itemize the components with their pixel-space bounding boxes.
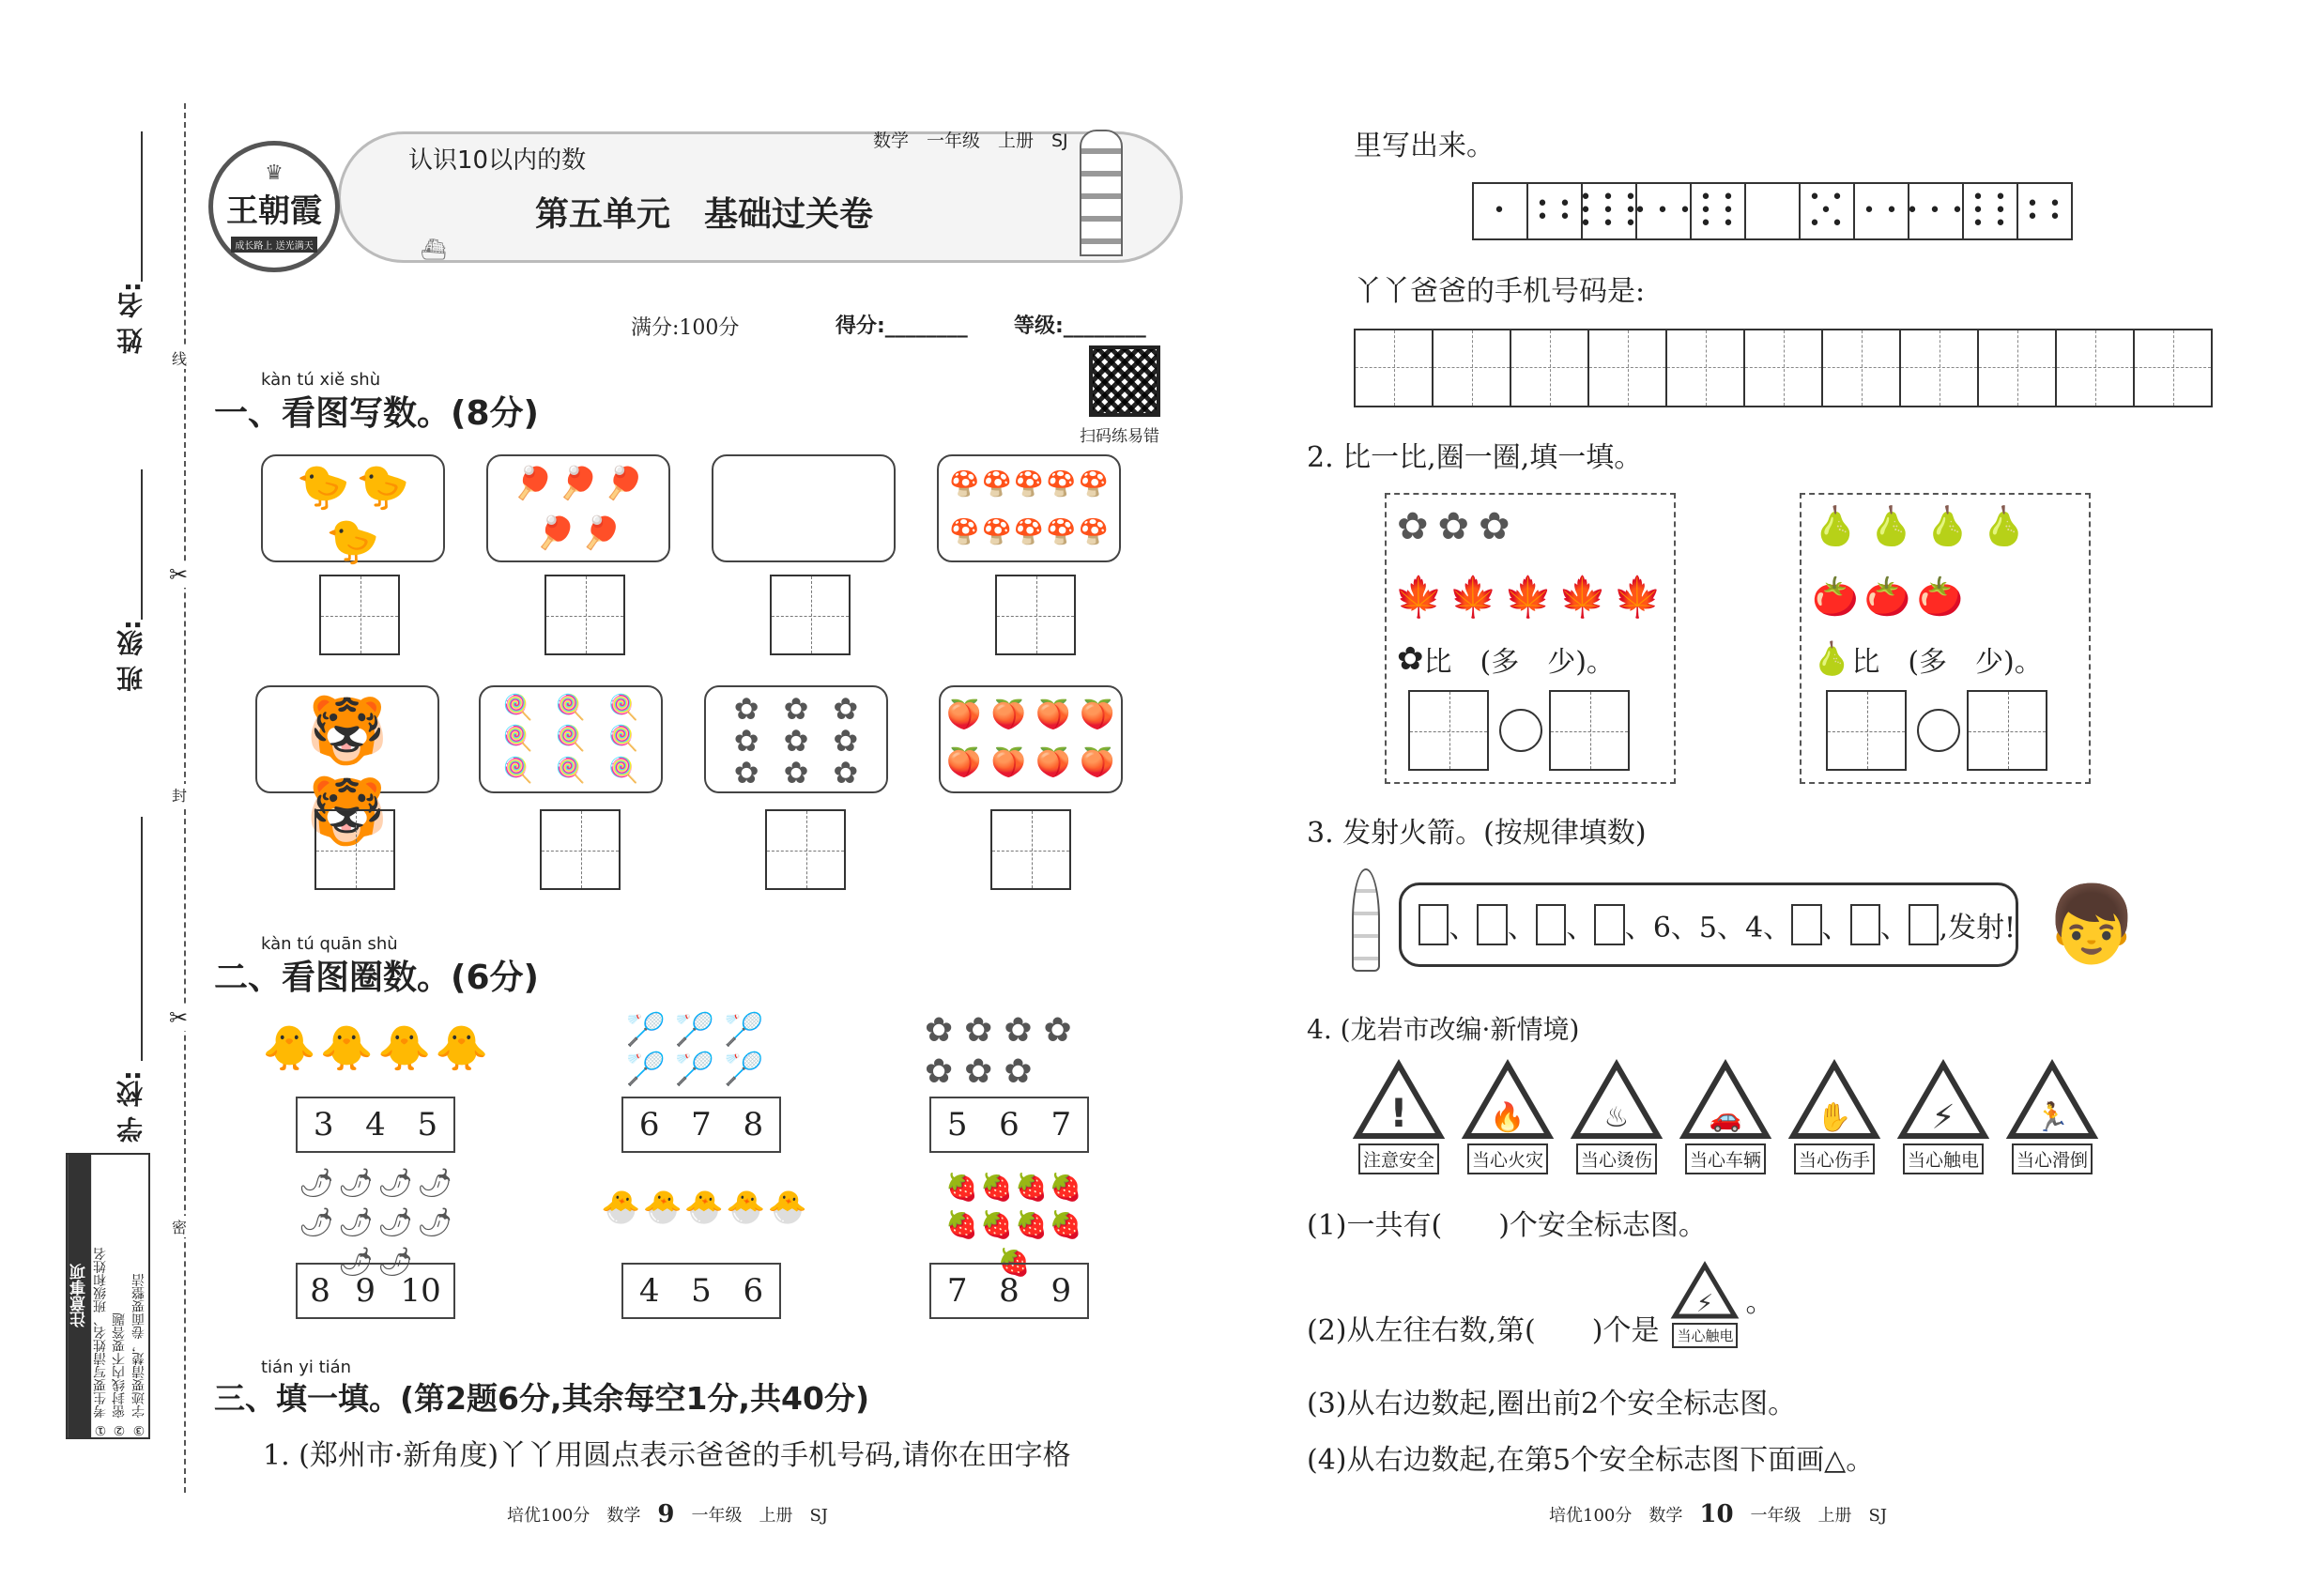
badminton-icon: 🏸 [674,1011,715,1049]
leaf-icon: 🍁 [1503,574,1553,620]
lollipop-icon: 🍭 [555,757,587,786]
notice-title: 注意事项 [68,1155,91,1437]
chicken-icon: 🐣 [601,1189,641,1226]
compare-sentence-right [1812,638,2043,680]
peach-icon: 🍑 [990,746,1026,780]
leaf-icon: 🍁 [1613,574,1663,620]
phone-digit-cell[interactable] [2135,330,2213,406]
sign-glyph: ✋ [1817,1101,1852,1134]
electric-shock-warning-icon [1672,1263,1738,1319]
q1-line1: 1. (郑州市·新角度)丫丫用圆点表示爸爸的手机号码,请你在田字格 [263,1439,1071,1472]
mushroom-icon: 🍄 [1078,517,1109,546]
sign-label: 当心伤手 [1794,1143,1875,1174]
lollipop-icon: 🍭 [555,693,587,722]
section3-pinyin: tián yi tián [261,1358,352,1377]
pepper-icon: 🌶 [417,1206,453,1239]
mushroom-icon: 🍄 [949,517,980,546]
phone-digit-cell[interactable] [1901,330,1979,406]
sign-glyph: ♨ [1603,1101,1630,1134]
separator: 、 [1624,912,1653,944]
phone-digit-cell[interactable] [1356,330,1434,406]
answer-grid[interactable] [995,575,1076,655]
sign-label: 当心火灾 [1467,1143,1548,1174]
separator: 、 [1821,912,1850,944]
compare-sentence-left [1397,638,1615,680]
chick-icon: 🐥 [319,1022,374,1073]
pear-icon: 🍐 [1980,505,2028,548]
choice-option[interactable]: 6 [743,1272,764,1310]
strawberry-icon: 🍓 [1015,1172,1048,1203]
chicken-group [601,1183,807,1232]
section2-pinyin: kàn tú quān shù [261,934,398,954]
phone-grid [1354,329,2213,407]
q3-heading: 3. 发射火箭。(按规律填数) [1307,817,1647,850]
safety-sign [1896,1061,1990,1174]
section3-heading: 三、填一填。(第2题6分,其余每空1分,共40分) [214,1380,870,1417]
choice-option[interactable]: 5 [417,1106,438,1143]
strawberry-icon: 🍓 [945,1209,979,1240]
lollipop-icon: 🍭 [502,693,533,722]
choice-option[interactable]: 5 [691,1272,712,1310]
chicken-icon: 🐣 [726,1189,766,1226]
name-line[interactable] [141,131,143,282]
flower-icon: ✿ [733,755,759,790]
countdown-blank[interactable] [1536,904,1566,945]
paddle-icon: 🏓 [535,514,575,552]
flower-icon: ✿ [1397,505,1429,548]
choice-option[interactable]: 9 [1050,1272,1072,1310]
choice-option[interactable]: 7 [1050,1106,1072,1143]
brand-logo [208,141,340,272]
dot-cell: • • • • • • [1964,184,2018,238]
choice-box[interactable] [296,1263,455,1319]
mushroom-icon: 🍄 [1046,470,1077,499]
lighthouse-icon [1080,130,1123,256]
chick-icon: 🐥 [377,1022,432,1073]
pear-icon: 🍐 [1924,505,1971,548]
strawberry-icon: 🍓 [980,1209,1013,1240]
strawberry-icon: 🍓 [1049,1172,1082,1203]
pepper-icon: 🌶 [377,1206,414,1239]
mushroom-icon: 🍄 [1013,517,1045,546]
badminton-group [624,1010,765,1089]
phone-digit-cell[interactable] [2057,330,2135,406]
compare-text: 比 (多 少)。 [1851,646,2043,679]
duck-picture [261,454,445,566]
flower-group [925,1010,1103,1093]
badminton-icon: 🏸 [625,1011,666,1049]
pear-row [1812,502,2027,551]
scissors-icon: ✂ [169,1005,189,1031]
countdown-blank[interactable] [1909,904,1939,945]
q4-heading: 4. (龙岩市改编·新情境) [1307,1014,1580,1045]
notice-item: ② 密封线内不要答题 [112,1312,128,1437]
leaf-icon: 🍁 [1557,574,1608,620]
choice-option[interactable]: 9 [355,1272,376,1310]
sign-glyph: ! [1389,1090,1408,1136]
sign-label: 当心触电 [1903,1143,1984,1174]
strawberry-icon: 🍓 [997,1247,1031,1278]
choice-option[interactable]: 10 [400,1272,441,1310]
flower-icon: ✿ [1479,505,1510,548]
q4-part1[interactable]: (1)一共有( )个安全标志图。 [1307,1209,1707,1242]
mushroom-icon: 🍄 [1046,517,1077,546]
flower-icon: ✿ [964,1052,993,1091]
q4-part2-end: 。 [1745,1286,1774,1319]
answer-grid[interactable] [770,575,851,655]
mushroom-icon: 🍄 [1078,470,1109,499]
qr-caption: 扫码练易错 [1080,427,1159,446]
scissors-icon: ✂ [169,561,189,588]
flower-icon: ✿ [733,723,759,759]
flower-icon: ✿ [964,1011,993,1050]
lollipop-icon: 🍭 [502,757,533,786]
school-line[interactable] [141,817,143,1061]
dice-strip [1472,182,2073,240]
dot-cell: • • • • • • [1692,184,1746,238]
answer-grid[interactable] [314,809,395,890]
phone-label: 丫丫爸爸的手机号码是: [1354,275,1646,308]
leaf-icon: 🍁 [1394,574,1444,620]
flower-icon: ✿ [925,1011,954,1050]
sign-glyph: ⚡ [1931,1098,1955,1137]
boy-icon: 👦 [2045,881,2139,968]
phone-digit-cell[interactable] [1511,330,1589,406]
given-numbers: 6、5、4、 [1652,912,1792,944]
class-line[interactable] [141,469,143,620]
answer-grid[interactable] [765,809,846,890]
fire-warning-icon [1463,1061,1553,1140]
safety-sign [1461,1061,1555,1174]
choice-option[interactable]: 5 [946,1106,968,1143]
duck-icon: 🐤 [356,461,410,512]
countdown-blank[interactable] [1477,904,1507,945]
answer-grid[interactable] [1826,690,1907,771]
duck-icon: 🐤 [296,461,350,512]
tomato-icon: 🍅 [1812,575,1859,619]
footer-right-pre: 培优100分 数学 [1549,1506,1683,1526]
mushroom-picture [937,454,1121,562]
phone-digit-cell[interactable] [1589,330,1667,406]
answer-grid[interactable] [990,809,1071,890]
dot-cell [1746,184,1801,238]
inline-safety-sign [1664,1263,1745,1348]
lollipop-icon: 🍭 [608,757,639,786]
leaf-row [1394,573,1662,622]
name-label: 姓 名: [115,282,146,354]
badminton-icon: 🏸 [724,1011,764,1049]
duck-icon: 🐤 [326,515,380,566]
strawberry-icon: 🍓 [945,1172,979,1203]
answer-grid[interactable] [1408,690,1489,771]
badminton-icon: 🏸 [674,1051,715,1088]
flower-icon: ✿ [833,755,859,790]
phone-digit-cell[interactable] [1667,330,1745,406]
countdown-bubble [1399,882,2018,967]
choice-option[interactable]: 7 [946,1272,968,1310]
separator: 、 [1507,912,1536,944]
answer-grid[interactable] [319,575,400,655]
dot-cell: • • • • • • • • • [1583,184,1637,238]
separator: 、 [1879,912,1909,944]
launch-text: ,发射! [1939,912,2016,944]
school-label: 学 校: [115,1070,146,1143]
choice-option[interactable]: 6 [999,1106,1020,1143]
strawberry-icon: 🍓 [980,1172,1013,1203]
flower-icon: ✿ [783,723,809,759]
chick-icon: 🐥 [435,1022,489,1073]
peach-icon: 🍑 [990,698,1026,731]
mushroom-icon: 🍄 [1013,470,1045,499]
section1-heading: 一、看图写数。(8分) [214,394,539,433]
crown-icon: ♛ [265,161,284,185]
compare-circle[interactable] [1499,709,1542,752]
pepper-icon: 🌶 [337,1206,374,1239]
lollipop-icon: 🍭 [502,725,533,754]
page-number: 9 [657,1500,675,1528]
q4-part2 [1307,1263,1773,1348]
safety-sign [1679,1061,1772,1174]
pear-icon: 🍐 [1812,505,1859,548]
paddle-icon: 🏓 [513,465,553,503]
lollipop-icon: 🍭 [555,725,587,754]
phone-digit-cell[interactable] [1979,330,2057,406]
choice-box[interactable] [296,1097,455,1153]
flower-row [1397,502,1510,551]
lollipop-picture [479,685,663,793]
q2-heading: 2. 比一比,圈一圈,填一填。 [1307,441,1643,474]
flower-icon: ✿ [733,691,759,727]
answer-grid[interactable] [540,809,621,890]
hand-injury-warning-icon [1789,1061,1879,1140]
tomato-icon: 🍅 [1863,575,1911,619]
mushroom-icon: 🍄 [949,470,980,499]
page-number: 10 [1699,1500,1734,1528]
footer-left-pre: 培优100分 数学 [507,1506,641,1526]
answer-grid[interactable] [1549,690,1630,771]
tomato-icon: 🍅 [1916,575,1964,619]
dot-cell: • • • [1909,184,1964,238]
slip-warning-icon [2007,1061,2097,1140]
pepper-icon: 🌶 [298,1167,334,1200]
chicken-icon: 🐣 [642,1189,682,1226]
cut-mark-mi: 密 [172,1216,187,1237]
flower-icon: ✿ [1004,1052,1033,1091]
peach-icon: 🍑 [1035,698,1071,731]
footer-right-post: 一年级 上册 SJ [1750,1506,1888,1526]
rocket-icon [1352,868,1380,972]
flower-icon: ✿ [833,723,859,759]
choice-option[interactable]: 4 [365,1106,386,1143]
choice-box[interactable] [621,1097,781,1153]
pepper-icon: 🌶 [337,1246,374,1279]
cut-mark-xian: 线 [172,347,187,369]
peach-icon: 🍑 [946,746,982,780]
pepper-icon: 🌶 [377,1167,414,1200]
choice-box[interactable] [929,1097,1089,1153]
choice-option[interactable]: 8 [999,1272,1020,1310]
sign-label: 当心触电 [1672,1323,1738,1348]
dot-cell: • • • • [1528,184,1583,238]
electric-shock-warning-icon [1898,1061,1988,1140]
sign-label: 当心烫伤 [1576,1143,1657,1174]
svg-text:⚡: ⚡ [1696,1290,1714,1318]
choice-option[interactable]: 8 [743,1106,764,1143]
tomato-row [1812,573,1963,622]
q1-line2: 里写出来。 [1354,130,1495,162]
safety-sign [1570,1061,1664,1174]
choice-option[interactable]: 4 [638,1272,660,1310]
scald-warning-icon [1572,1061,1662,1140]
tiger-icon: 🐯 [306,773,389,850]
footer-left [507,1500,828,1528]
strawberry-icon: 🍓 [1049,1209,1082,1240]
sign-label: 当心滑倒 [2012,1143,2093,1174]
pepper-icon: 🌶 [337,1167,374,1200]
lollipop-icon: 🍭 [608,725,639,754]
q4-part3: (3)从右边数起,圈出前2个安全标志图。 [1307,1388,1797,1420]
pepper-icon: 🌶 [417,1167,453,1200]
q4-part2-text[interactable]: (2)从左往右数,第( )个是 [1307,1314,1660,1347]
phone-digit-cell[interactable] [1745,330,1823,406]
peach-icon: 🍑 [1035,746,1071,780]
sign-label: 注意安全 [1358,1143,1439,1174]
badminton-icon: 🏸 [724,1051,764,1088]
sign-glyph: 🚗 [1709,1102,1742,1133]
phone-digit-cell[interactable] [1823,330,1901,406]
page-title: 第五单元 基础过关卷 [535,195,874,234]
mushroom-icon: 🍄 [981,517,1012,546]
strawberry-icon: 🍓 [1015,1209,1048,1240]
chicken-icon: 🐣 [767,1189,807,1226]
q4-part4: (4)从右边数起,在第5个安全标志图下面画△。 [1307,1444,1875,1477]
flower-icon: ✿ [1397,640,1424,678]
flower-icon: ✿ [833,691,859,727]
sign-glyph: 🏃 [2034,1101,2070,1134]
pepper-icon: 🌶 [377,1246,414,1279]
peach-icon: 🍑 [946,698,982,731]
compare-circle[interactable] [1917,709,1960,752]
sign-glyph: 🔥 [1490,1101,1526,1134]
section2-heading: 二、看图圈数。(6分) [214,959,539,997]
dot-cell: • • • • • [1801,184,1855,238]
score-field[interactable]: 得分:________ [836,315,968,338]
vehicle-warning-icon [1680,1061,1771,1140]
flower-picture [704,685,888,793]
paddle-icon: 🏓 [604,465,644,503]
choice-option[interactable]: 8 [310,1272,330,1310]
countdown-blank[interactable] [1594,904,1624,945]
choice-option[interactable]: 7 [691,1106,712,1143]
pear-icon: 🍐 [1867,505,1915,548]
phone-digit-cell[interactable] [1434,330,1511,406]
choice-option[interactable]: 6 [638,1106,660,1143]
section1-pinyin: kàn tú xiě shù [261,370,381,390]
choice-box[interactable] [929,1263,1089,1319]
grade-field[interactable]: 等级:________ [1014,315,1146,338]
flower-icon: ✿ [1043,1011,1072,1050]
warning-triangle-icon [1354,1061,1444,1140]
safety-sign [1787,1061,1881,1174]
empty-picture [712,454,896,562]
paddle-icon: 🏓 [558,465,599,503]
peach-icon: 🍑 [1080,698,1115,731]
dot-cell: • • • [1637,184,1692,238]
lollipop-icon: 🍭 [608,693,639,722]
safety-sign [2005,1061,2099,1174]
chicken-icon: 🐣 [683,1189,725,1226]
full-score: 满分:100分 [631,316,740,340]
ship-icon: ⛴ [421,238,447,262]
countdown-blank[interactable] [1418,904,1449,945]
dot-cell: • • • • [2018,184,2073,238]
answer-grid[interactable] [1967,690,2047,771]
peach-picture [939,685,1123,793]
chick-group [262,1022,489,1073]
choice-option[interactable]: 3 [313,1106,334,1143]
countdown-blank[interactable] [1791,904,1821,945]
unit-subtitle: 认识10以内的数 [408,146,587,175]
tiger-picture [255,685,439,850]
choice-box[interactable] [621,1263,781,1319]
countdown-blank[interactable] [1850,904,1880,945]
peach-icon: 🍑 [1080,746,1115,780]
separator: 、 [1449,912,1478,944]
pepper-icon: 🌶 [298,1206,334,1239]
separator: 、 [1566,912,1595,944]
paddle-picture [486,454,670,562]
dot-cell: • [1474,184,1528,238]
qr-code[interactable] [1089,345,1160,417]
brand-name: 王朝霞 [226,192,322,230]
safety-sign [1352,1061,1446,1174]
flower-icon: ✿ [925,1052,954,1091]
brand-slogan: 成长路上 送光满天 [231,237,316,253]
flower-icon: ✿ [783,755,809,790]
compare-text: 比 (多 少)。 [1423,646,1615,679]
notice-box [66,1153,150,1439]
sign-label: 当心车辆 [1685,1143,1766,1174]
footer-left-post: 一年级 上册 SJ [691,1506,828,1526]
chick-icon: 🐥 [262,1022,316,1073]
leaf-icon: 🍁 [1449,574,1498,620]
paddle-icon: 🏓 [581,514,621,552]
subject-tag: 数学 一年级 上册 SJ [873,130,1068,151]
flower-icon: ✿ [1004,1011,1033,1050]
tiger-icon: 🐯 [306,692,389,769]
mushroom-icon: 🍄 [981,470,1012,499]
pear-icon: 🍐 [1812,640,1852,678]
cut-mark-feng: 封 [172,784,187,806]
class-label: 班 级: [115,620,146,692]
flower-icon: ✿ [1437,505,1470,548]
footer-right [1549,1500,1887,1528]
answer-grid[interactable] [544,575,625,655]
flower-icon: ✿ [783,691,809,727]
badminton-icon: 🏸 [625,1051,666,1088]
dot-cell: • • [1855,184,1909,238]
notice-item: ③ 字迹要清楚，卷面要整洁 [130,1273,146,1437]
notice-item: ① 考生要写清姓名、班级和姓名 [93,1247,109,1437]
